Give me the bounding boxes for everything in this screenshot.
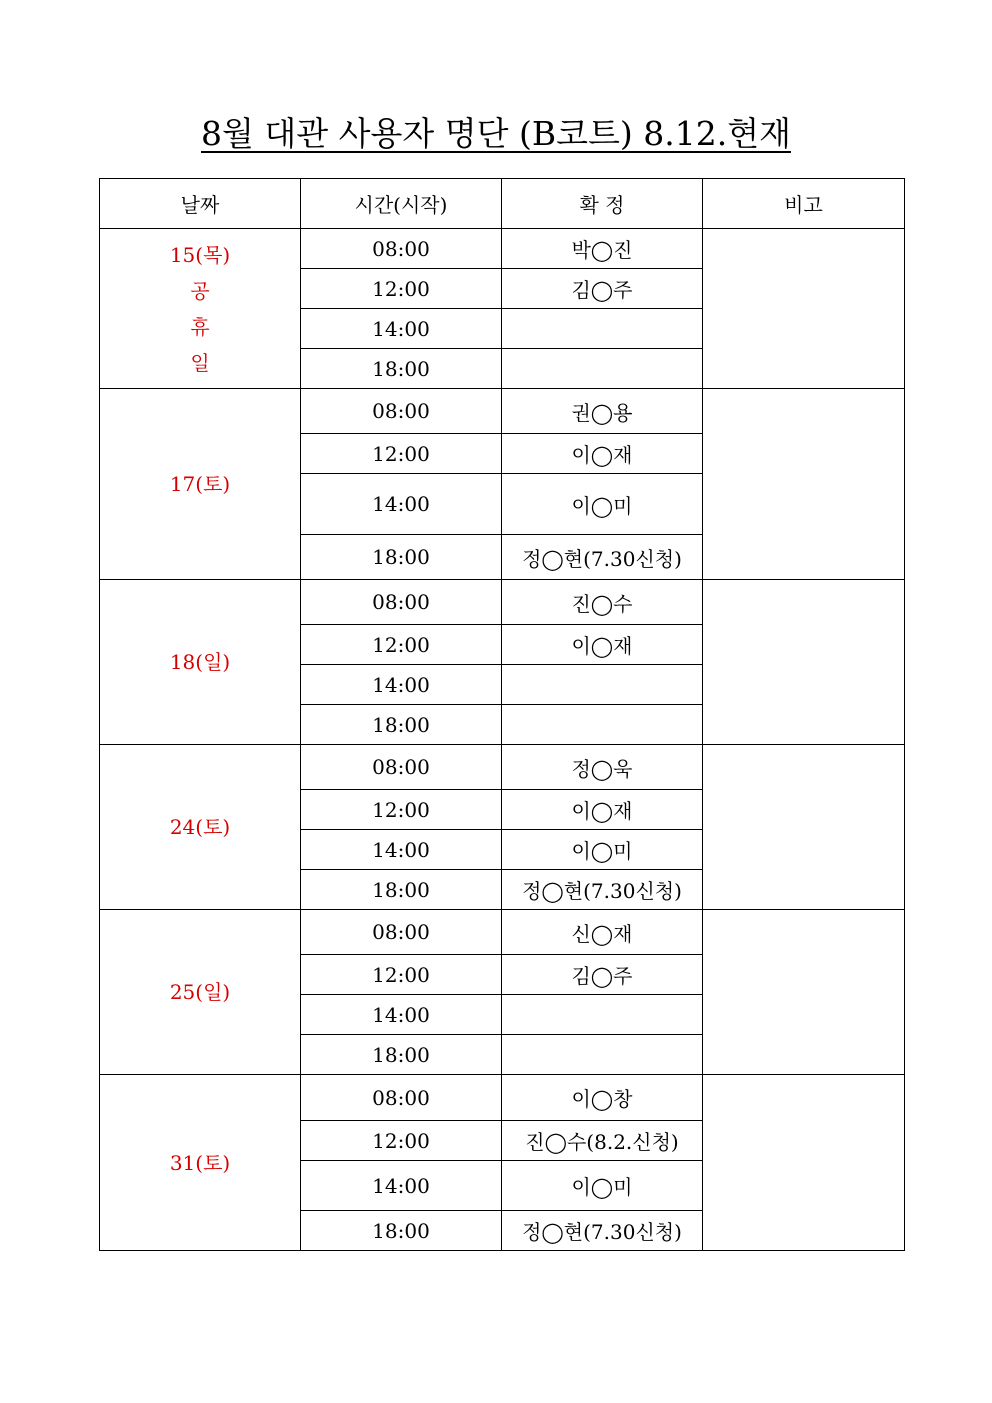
date-label: 24(토) [169, 815, 231, 839]
time-cell: 14:00 [301, 665, 502, 705]
date-cell [100, 745, 301, 910]
date-label: 25(일) [169, 980, 231, 1004]
header-confirm: 확 정 [502, 179, 703, 229]
date-label: 일 [190, 350, 210, 375]
header-note: 비고 [703, 179, 905, 229]
time-cell: 18:00 [301, 705, 502, 745]
confirmed-name-cell: 이◯재 [502, 434, 703, 474]
note-cell [703, 389, 905, 580]
date-cell [100, 389, 301, 580]
note-cell [703, 745, 905, 910]
confirmed-name-cell [502, 349, 703, 389]
time-cell: 18:00 [301, 1211, 502, 1251]
time-cell: 08:00 [301, 745, 502, 790]
date-cell [100, 1075, 301, 1251]
confirmed-name-cell: 이◯재 [502, 790, 703, 830]
confirmed-name-cell [502, 665, 703, 705]
header-time: 시간(시작) [301, 179, 502, 229]
confirmed-name-cell: 진◯수 [502, 580, 703, 625]
time-cell: 12:00 [301, 1121, 502, 1161]
confirmed-name-cell: 정◯현(7.30신청) [502, 535, 703, 580]
time-cell: 18:00 [301, 1035, 502, 1075]
table-row [100, 580, 905, 625]
confirmed-name-cell: 진◯수(8.2.신청) [502, 1121, 703, 1161]
confirmed-name-cell: 김◯주 [502, 269, 703, 309]
confirmed-name-cell: 이◯미 [502, 474, 703, 535]
confirmed-name-cell: 박◯진 [502, 229, 703, 269]
date-cell [100, 580, 301, 745]
confirmed-name-cell [502, 1035, 703, 1075]
date-label: 공 [190, 278, 210, 303]
table-body [100, 229, 905, 1251]
table-row [100, 229, 905, 269]
confirmed-name-cell: 신◯재 [502, 910, 703, 955]
confirmed-name-cell: 이◯미 [502, 1161, 703, 1211]
note-cell [703, 229, 905, 389]
time-cell: 14:00 [301, 830, 502, 870]
time-cell: 18:00 [301, 535, 502, 580]
time-cell: 18:00 [301, 870, 502, 910]
confirmed-name-cell: 김◯주 [502, 955, 703, 995]
date-label: 15(목) [169, 242, 231, 267]
confirmed-name-cell: 이◯창 [502, 1075, 703, 1121]
confirmed-name-cell: 정◯현(7.30신청) [502, 1211, 703, 1251]
time-cell: 14:00 [301, 1161, 502, 1211]
confirmed-name-cell: 이◯미 [502, 830, 703, 870]
confirmed-name-cell: 정◯욱 [502, 745, 703, 790]
time-cell: 14:00 [301, 309, 502, 349]
confirmed-name-cell: 이◯재 [502, 625, 703, 665]
table-row [100, 910, 905, 955]
confirmed-name-cell [502, 995, 703, 1035]
page-title [0, 112, 992, 156]
date-label: 휴 [190, 314, 210, 339]
confirmed-name-cell [502, 309, 703, 349]
time-cell: 18:00 [301, 349, 502, 389]
time-cell: 12:00 [301, 955, 502, 995]
time-cell: 12:00 [301, 790, 502, 830]
time-cell: 08:00 [301, 580, 502, 625]
time-cell: 14:00 [301, 995, 502, 1035]
reservation-table [99, 178, 905, 1251]
header-date: 날짜 [100, 179, 301, 229]
time-cell: 08:00 [301, 229, 502, 269]
note-cell [703, 1075, 905, 1251]
time-cell: 14:00 [301, 474, 502, 535]
note-cell [703, 910, 905, 1075]
date-label: 17(토) [169, 472, 231, 496]
table-row [100, 389, 905, 434]
header-row [100, 179, 905, 229]
title-text: 8월 대관 사용자 명단 (B코트) 8.12.현재 [201, 114, 791, 153]
time-cell: 12:00 [301, 269, 502, 309]
note-cell [703, 580, 905, 745]
date-label: 31(토) [169, 1150, 231, 1175]
table-row [100, 1075, 905, 1121]
confirmed-name-cell [502, 705, 703, 745]
time-cell: 08:00 [301, 389, 502, 434]
time-cell: 12:00 [301, 625, 502, 665]
date-cell [100, 229, 301, 389]
time-cell: 08:00 [301, 1075, 502, 1121]
table-row [100, 745, 905, 790]
date-label: 18(일) [169, 650, 231, 674]
time-cell: 12:00 [301, 434, 502, 474]
confirmed-name-cell: 권◯용 [502, 389, 703, 434]
date-cell [100, 910, 301, 1075]
time-cell: 08:00 [301, 910, 502, 955]
confirmed-name-cell: 정◯현(7.30신청) [502, 870, 703, 910]
